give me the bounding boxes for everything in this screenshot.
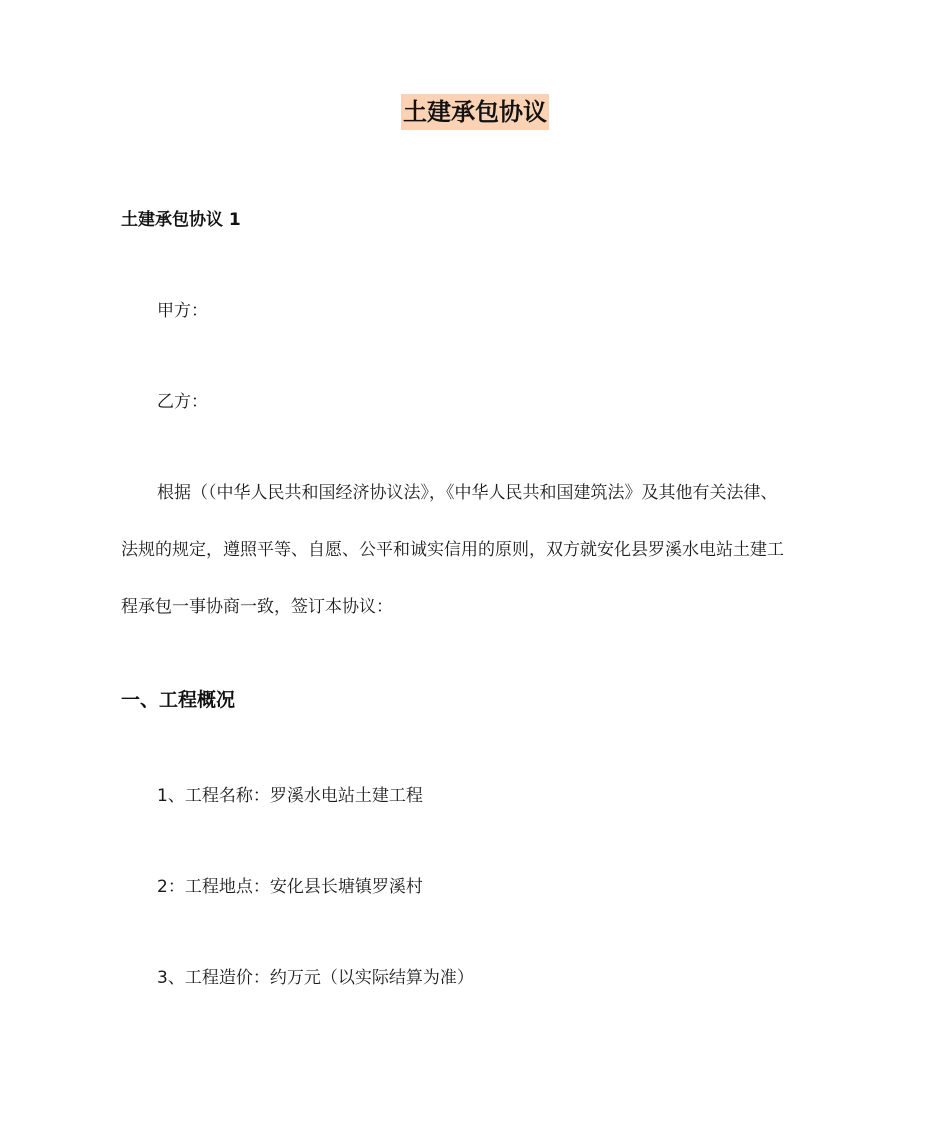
preamble-line-2: 法规的规定，遵照平等、自愿、公平和诚实信用的原则，双方就安化县罗溪水电站土建工 — [121, 540, 784, 560]
preamble-line-3: 程承包一事协商一致，签订本协议： — [121, 597, 393, 617]
agreement-subtitle: 土建承包协议 1 — [121, 210, 241, 230]
list-item-project-cost: 3、工程造价：约万元（以实际结算为准） — [157, 968, 474, 988]
preamble-line-1: 根据（（中华人民共和国经济协议法》，《中华人民共和国建筑法》及其他有关法律、 — [157, 483, 778, 503]
section-heading: 一、工程概况 — [121, 689, 236, 711]
document-title: 土建承包协议 — [401, 94, 549, 130]
list-item-project-location: 2：工程地点：安化县长塘镇罗溪村 — [157, 877, 423, 897]
title-container — [0, 94, 950, 130]
list-item-project-name: 1、工程名称：罗溪水电站土建工程 — [157, 786, 423, 806]
party-b-label: 乙方： — [157, 392, 208, 412]
party-a-label: 甲方： — [157, 301, 208, 321]
